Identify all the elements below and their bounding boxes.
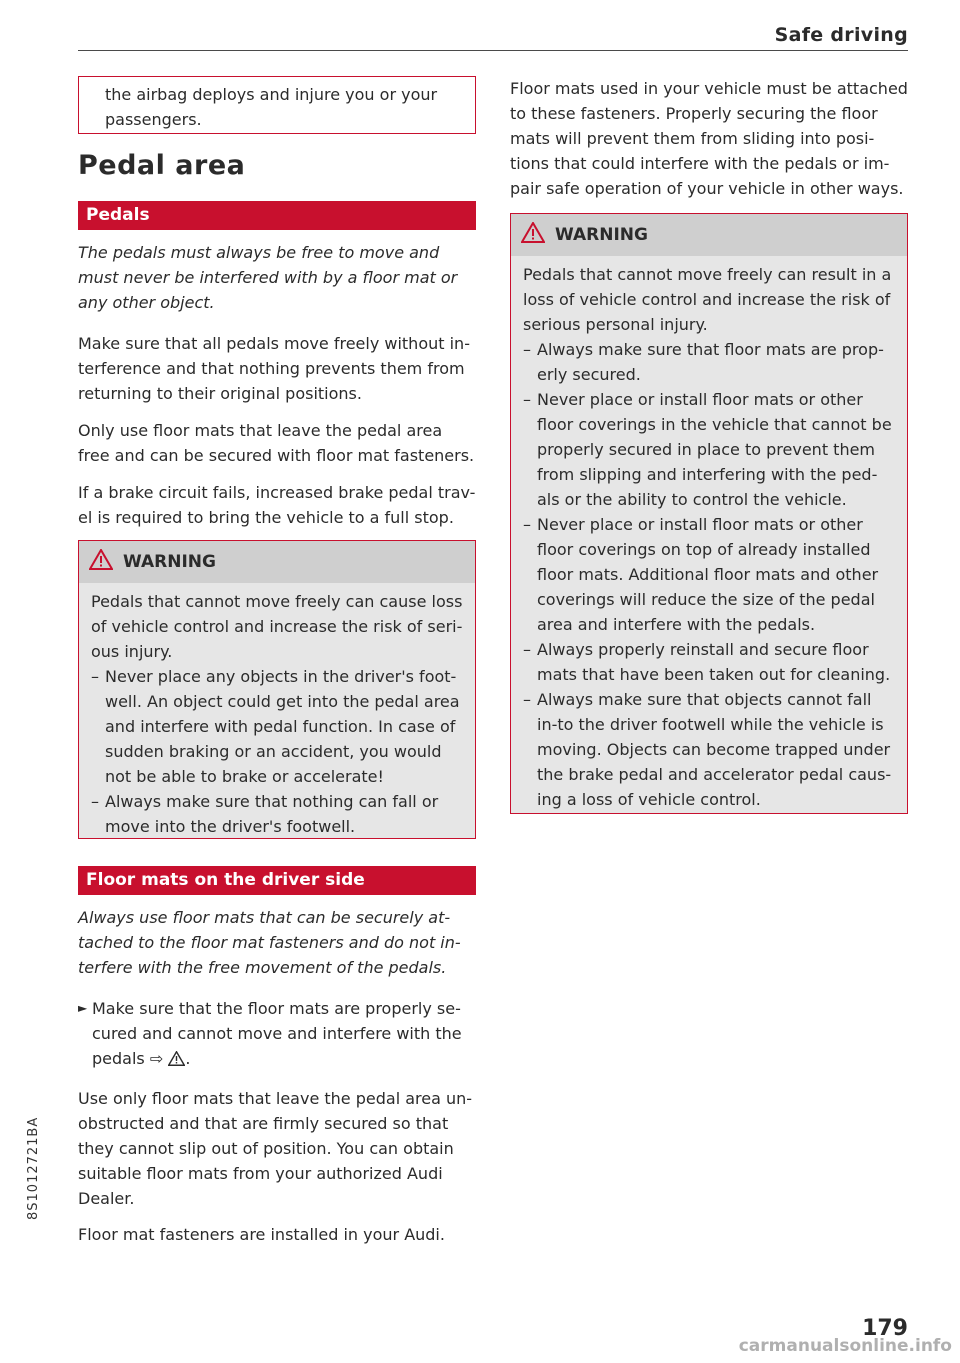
paragraph-4: Use only floor mats that leave the pedal area un-obstructed and that are firmly secured so that they cannot slip out of position. You can obtain suitable floor mats from your authorized Audi Dealer. (78, 1089, 473, 1208)
pedals-intro: The pedals must always be free to move and must never be interfered with by a floor mat or any other object. (78, 243, 458, 312)
warning-item: – Always properly reinstall and secure floor mats that have been taken out for cleaning. (523, 637, 895, 687)
warning-box-floor-mats (510, 213, 908, 814)
paragraph-5-block (78, 1222, 476, 1247)
step-arrow-icon: ► (78, 1001, 88, 1015)
section-title: Safe driving (774, 24, 908, 46)
paragraph-3-block (78, 480, 476, 530)
warning-item: – Always make sure that objects cannot fall in-to the driver footwell while the vehicle is moving. Objects can become trapped under the brake pedal and accelerator pedal caus-ing a loss of vehicle control. (523, 687, 895, 812)
floor-intro: Always use floor mats that can be securely at-tached to the floor mat fasteners and do not in-terfere with the free movement of the pedals. (78, 908, 461, 977)
step-text: Make sure that the floor mats are properly se-cured and cannot move and interfere with the pedals (92, 999, 462, 1068)
pedals-intro-block (78, 240, 476, 315)
warning-intro: Pedals that cannot move freely can cause loss of vehicle control and increase the risk of seri-ous injury. (91, 592, 463, 661)
paragraph-1-block (78, 331, 476, 406)
header-rule (78, 50, 908, 51)
pedals-heading: Pedals (78, 201, 476, 230)
warning-item: – Never place or install floor mats or other floor coverings on top of already installed floor mats. Additional floor mats and other coverings will reduce the size of the pedal area and interfere with the pedals. (523, 512, 895, 637)
continued-note-box: the airbag deploys and injure you or your passengers. (78, 76, 476, 134)
watermark: carmanualsonline.info (738, 1336, 952, 1356)
warning-triangle-icon (521, 222, 545, 248)
warning-item: – Always make sure that nothing can fall or move into the driver's footwell. (91, 789, 463, 839)
warning-title: WARNING (555, 225, 648, 245)
document-code: 8S1012721BA (26, 1116, 41, 1220)
paragraph-2-block (78, 418, 476, 468)
warning-reference-icon[interactable] (168, 1048, 185, 1073)
right-paragraph-block (510, 76, 908, 201)
warning-item: – Always make sure that floor mats are prop-erly secured. (523, 337, 895, 387)
right-paragraph-1: Floor mats used in your vehicle must be attached to these fasteners. Properly securing the floor mats will prevent them from sliding into posi-tions that could interfere with the pedals or im-pair safe operation of your vehicle in other ways. (510, 79, 908, 198)
reference-arrow-icon: ⇨ (149, 1049, 164, 1068)
paragraph-5: Floor mat fasteners are installed in your Audi. (78, 1225, 445, 1244)
step-item: ► Make sure that the floor mats are properly se-cured and cannot move and interfere with the pedals ⇨ . (78, 996, 476, 1073)
floor-mats-heading: Floor mats on the driver side (78, 866, 476, 895)
warning-item: – Never place any objects in the driver's foot-well. An object could get into the pedal area and interfere with pedal function. In case of sudden braking or an accident, you would not be able to brake or accelerate! (91, 664, 463, 789)
warning-box-pedals (78, 540, 476, 839)
paragraph-2: Only use floor mats that leave the pedal area free and can be secured with floor mat fasteners. (78, 421, 475, 465)
warning-intro: Pedals that cannot move freely can result in a loss of vehicle control and increase the risk of serious personal injury. (523, 265, 892, 334)
paragraph-4-block (78, 1086, 476, 1211)
paragraph-3: If a brake circuit fails, increased brake pedal trav-el is required to bring the vehicle to a full stop. (78, 483, 476, 527)
warning-header (79, 541, 475, 583)
warning-triangle-icon (89, 549, 113, 575)
page-heading: Pedal area (78, 150, 246, 181)
warning-header (511, 214, 907, 256)
page-number: 179 (862, 1316, 908, 1341)
warning-item: – Never place or install floor mats or other floor coverings in the vehicle that cannot be properly secured in place to prevent them from slipping and interfering with the ped-als or the ability to control the vehicle. (523, 387, 895, 512)
floor-intro-block (78, 905, 476, 980)
step-block (78, 996, 476, 1073)
warning-title: WARNING (123, 552, 216, 572)
paragraph-1: Make sure that all pedals move freely without in-terference and that nothing prevents them from returning to their original positions. (78, 334, 470, 403)
